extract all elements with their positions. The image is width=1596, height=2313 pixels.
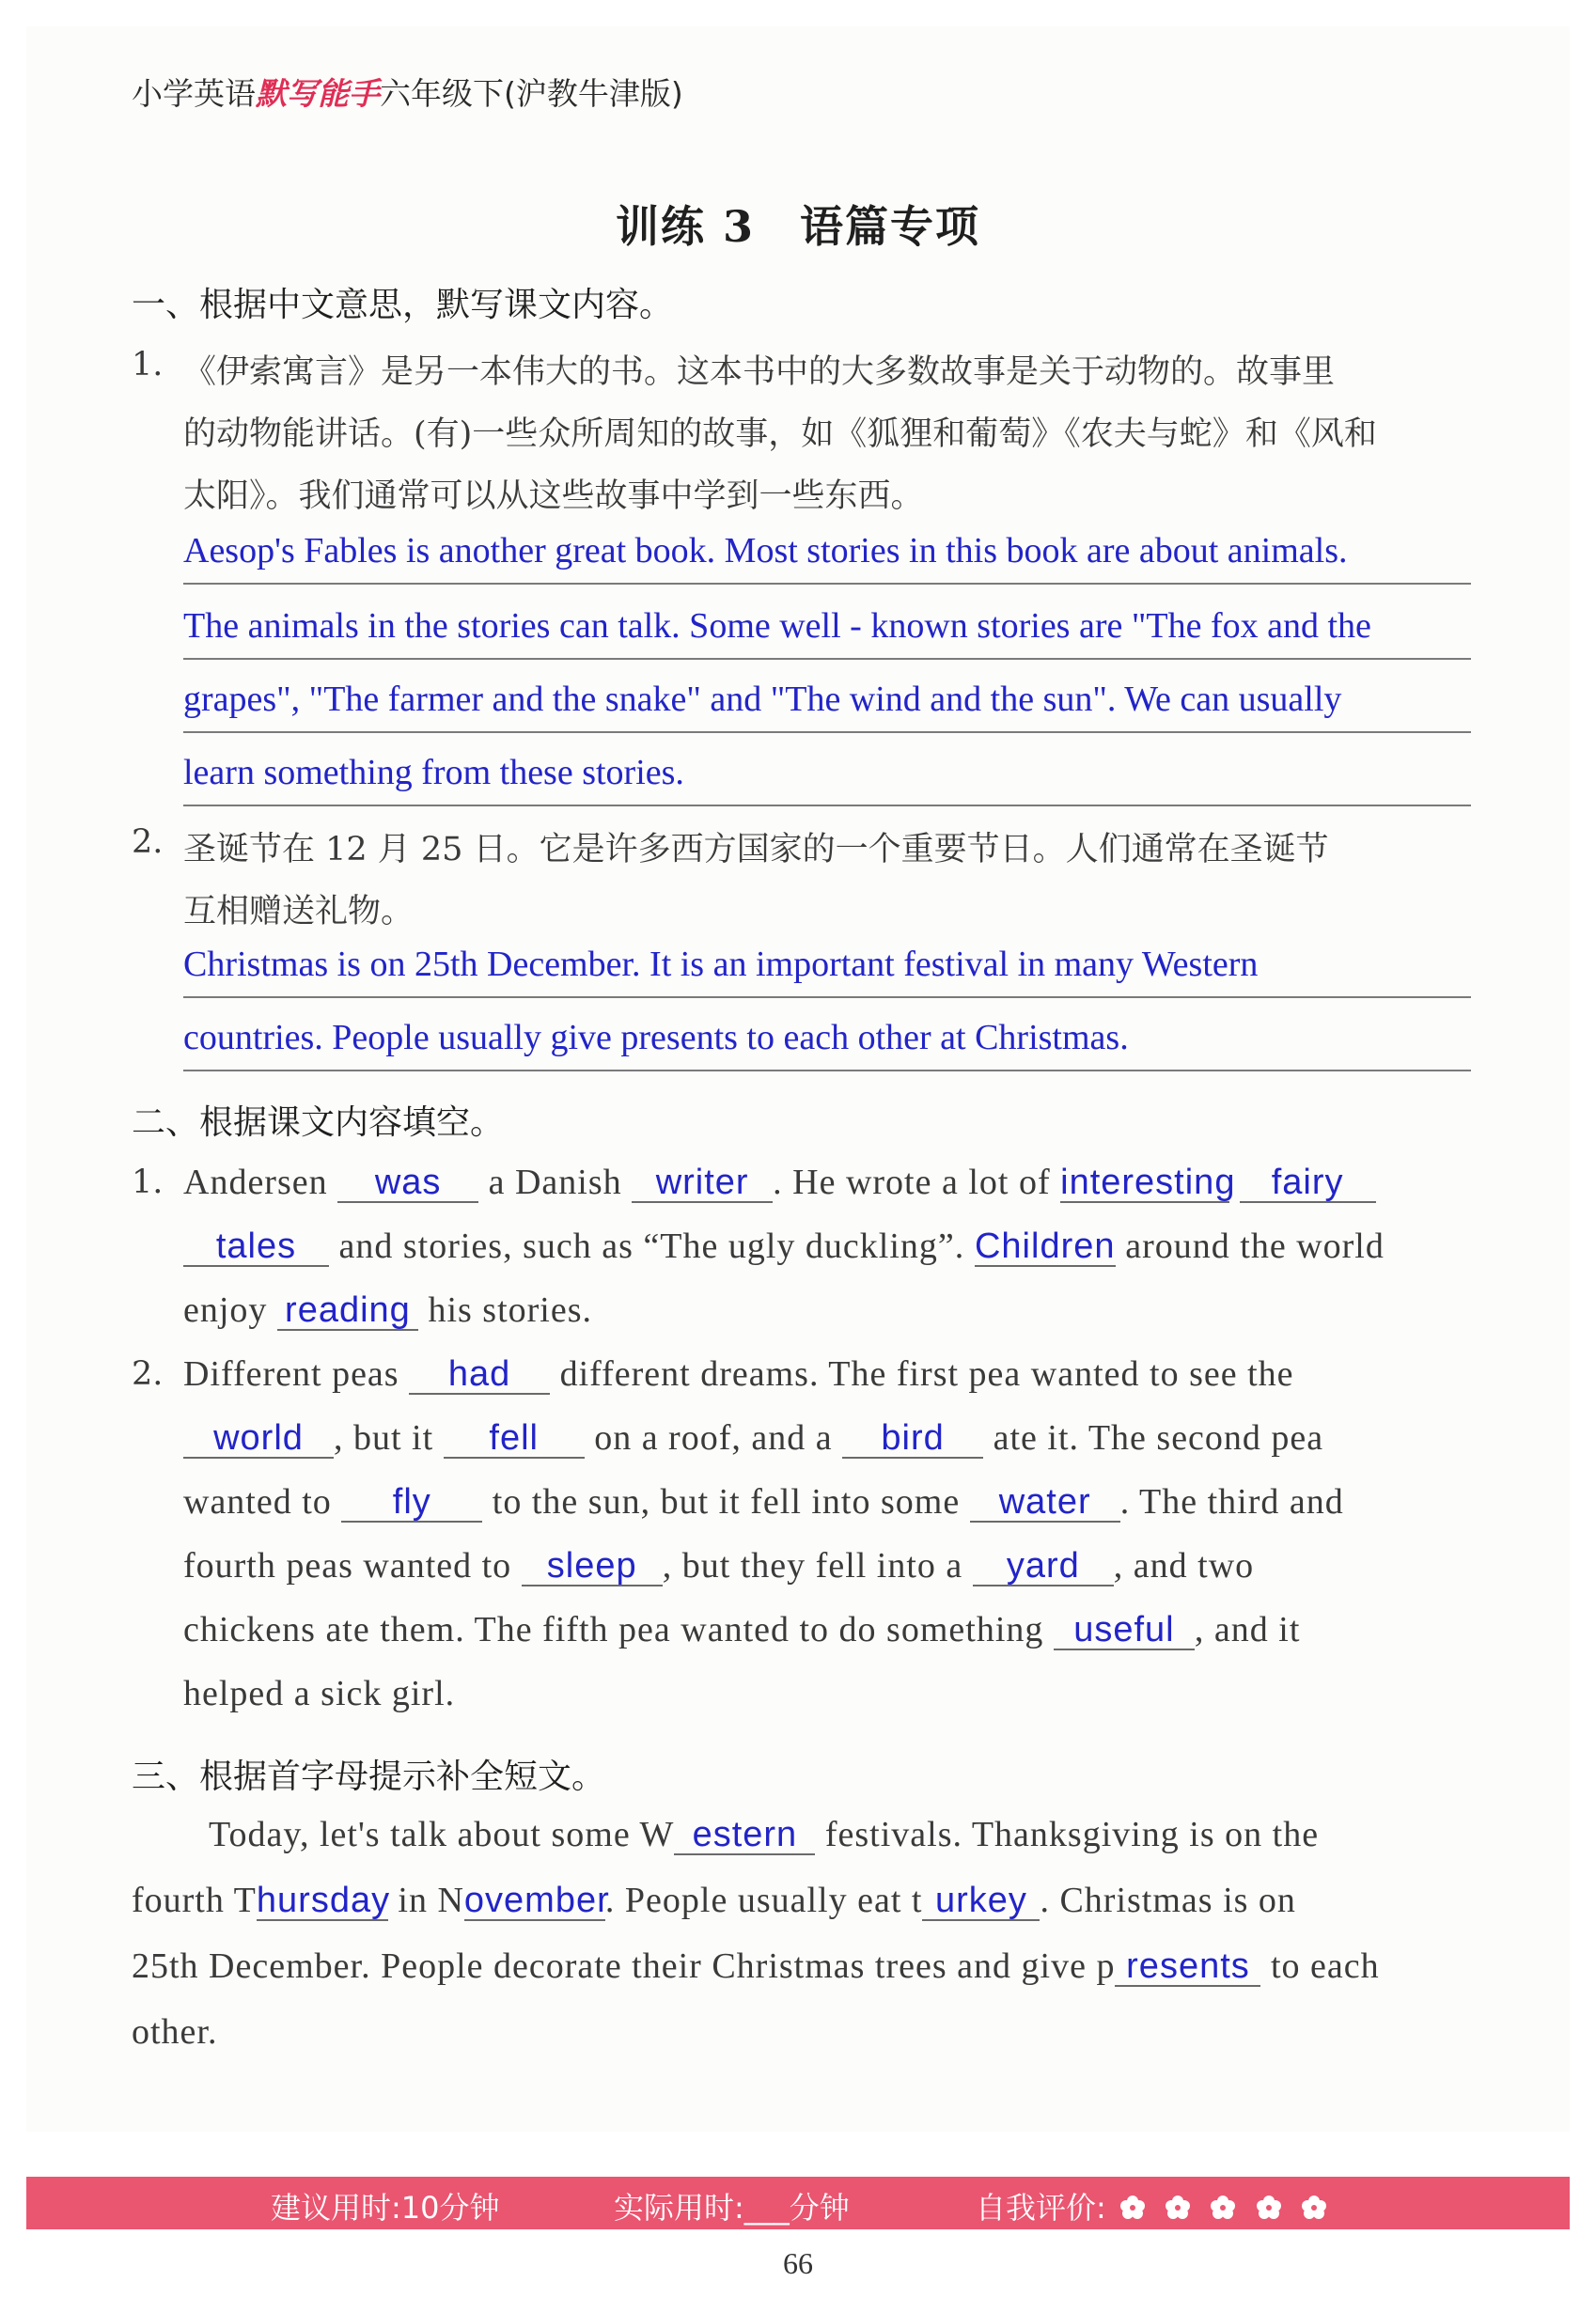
flower-icon (1255, 2194, 1283, 2222)
header-suffix: 六年级下(沪教牛津版) (380, 75, 683, 112)
text: different dreams. The first pea wanted to see the (559, 1354, 1294, 1394)
s1-q1-number: 1. (132, 346, 164, 383)
text: fourth T (132, 1881, 257, 1920)
text: , but it (334, 1418, 434, 1458)
s2-q1-line-2 (183, 1226, 1385, 1267)
text: chickens ate them. The fifth pea wanted to do something (183, 1610, 1044, 1649)
answer-blank: ovember (463, 1881, 610, 1920)
s2-q2-line-3 (183, 1481, 1344, 1523)
text: Different peas (183, 1354, 399, 1394)
s2-q2-line-2 (183, 1417, 1323, 1459)
s1-q2-number: 2. (132, 823, 164, 861)
text: around the world (1125, 1227, 1385, 1266)
text: Today, let's talk about some W (209, 1815, 675, 1854)
text: a Danish (488, 1163, 622, 1202)
s3-line-4: other. (132, 2012, 218, 2052)
s1-q2-line-1: 圣诞节在 12 月 25 日。它是许多西方国家的一个重要节日。人们通常在圣诞节 (183, 831, 1329, 868)
answer-blank: writer (632, 1164, 773, 1203)
flower-icon (1300, 2194, 1328, 2222)
s2-q2-number: 2. (132, 1355, 164, 1393)
answer-blank: urkey (922, 1882, 1040, 1921)
answer-blank: bird (842, 1419, 983, 1459)
s2-q2-line-1 (183, 1353, 1294, 1395)
page-number: 66 (783, 2246, 813, 2280)
answer-blank: world (183, 1419, 334, 1459)
s1-q2-answer-line-1: Christmas is on 25th December. It is an important festival in many Western (183, 938, 1471, 998)
text: 25th December. People decorate their Christmas trees and give p (132, 1946, 1116, 1986)
header-prefix: 小学英语 (132, 75, 256, 112)
answer-blank: Children (974, 1227, 1116, 1266)
text: on a roof, and a (594, 1418, 833, 1458)
s1-q1-line-2: 的动物能讲话。(有)一些众所周知的故事，如《狐狸和葡萄》《农夫与蛇》和《风和 (183, 415, 1377, 453)
answer-blank: fairy (1240, 1164, 1376, 1203)
actual-time: 实际用时:___分钟 (614, 2190, 850, 2226)
header-brand: 默写能手 (256, 75, 380, 112)
text: . Christmas is on (1040, 1881, 1296, 1920)
text: wanted to (183, 1482, 332, 1522)
text: . The third and (1119, 1482, 1344, 1522)
answer-blank: was (337, 1164, 478, 1203)
text: , and it (1194, 1610, 1301, 1649)
answer-blank: tales (183, 1227, 329, 1267)
s1-q2-line-2: 互相赠送礼物。 (183, 893, 415, 930)
text: his stories. (428, 1290, 592, 1330)
book-header (132, 70, 683, 114)
answer-blank: yard (973, 1547, 1114, 1586)
section-1-heading: 一、根据中文意思，默写课文内容。 (132, 286, 674, 324)
s3-line-1 (209, 1814, 1319, 1855)
flower-icon (1209, 2194, 1237, 2222)
s2-q2-line-4 (183, 1545, 1254, 1586)
text: fourth peas wanted to (183, 1546, 512, 1586)
s1-q1-answer-line-3: grapes", "The farmer and the snake" and "The wind and the sun". We can usually (183, 673, 1471, 733)
footer-bar (26, 2177, 1570, 2229)
suggested-time: 建议用时:10分钟 (271, 2190, 500, 2226)
page-title: 训练 3 语篇专项 (615, 201, 981, 252)
self-evaluation-label: 自我评价: (976, 2190, 1106, 2226)
flower-icon (1119, 2194, 1147, 2222)
s2-q1-number: 1. (132, 1164, 164, 1201)
answer-blank: water (970, 1483, 1120, 1523)
s1-q1-line-3: 太阳》。我们通常可以从这些故事中学到一些东西。 (183, 477, 924, 515)
s3-line-2 (132, 1880, 1296, 1921)
s1-q1-answer-line-2: The animals in the stories can talk. Some well - known stories are "The fox and the (183, 600, 1471, 660)
s3-line-3 (132, 1946, 1380, 1987)
flower-icon (1164, 2194, 1192, 2222)
s2-q1-line-3 (183, 1289, 592, 1331)
answer-blank: had (409, 1355, 550, 1395)
answer-blank: estern (674, 1816, 815, 1855)
answer-blank: fell (444, 1419, 585, 1459)
text: , and two (1113, 1546, 1255, 1586)
s1-q1-line-1: 《伊索寓言》是另一本伟大的书。这本书中的大多数故事是关于动物的。故事里 (183, 353, 1336, 391)
answer-blank: fly (341, 1483, 482, 1523)
s2-q1-line-1 (183, 1162, 1376, 1203)
text: and stories, such as “The ugly duckling”. (338, 1227, 965, 1266)
text: ate it. The second pea (993, 1418, 1324, 1458)
text: in N (398, 1881, 464, 1920)
answer-blank: resents (1115, 1947, 1260, 1987)
text: . He wrote a lot of (773, 1163, 1051, 1202)
text: festivals. Thanksgiving is on the (824, 1815, 1320, 1854)
s2-q2-line-6: helped a sick girl. (183, 1674, 456, 1713)
section-2-heading: 二、根据课文内容填空。 (132, 1103, 505, 1142)
text: Andersen (183, 1163, 328, 1202)
answer-blank: interesting (1060, 1163, 1236, 1202)
answer-blank: reading (277, 1291, 418, 1331)
s1-q1-answer-line-1: Aesop's Fables is another great book. Most stories in this book are about animals. (183, 524, 1471, 585)
text: enjoy (183, 1290, 268, 1330)
answer-blank: useful (1054, 1611, 1195, 1650)
section-3-heading: 三、根据首字母提示补全短文。 (132, 1758, 606, 1796)
s1-q2-answer-line-2: countries. People usually give presents to each other at Christmas. (183, 1011, 1471, 1071)
text: to each (1270, 1946, 1380, 1986)
answer-blank: sleep (522, 1547, 663, 1586)
text: . People usually eat t (604, 1881, 923, 1920)
answer-blank: hursday (256, 1881, 391, 1920)
rating-flowers (1119, 2188, 1336, 2224)
text: , but they fell into a (662, 1546, 963, 1586)
text: to the sun, but it fell into some (492, 1482, 961, 1522)
s2-q2-line-5 (183, 1609, 1300, 1650)
s1-q1-answer-line-4: learn something from these stories. (183, 746, 1471, 806)
